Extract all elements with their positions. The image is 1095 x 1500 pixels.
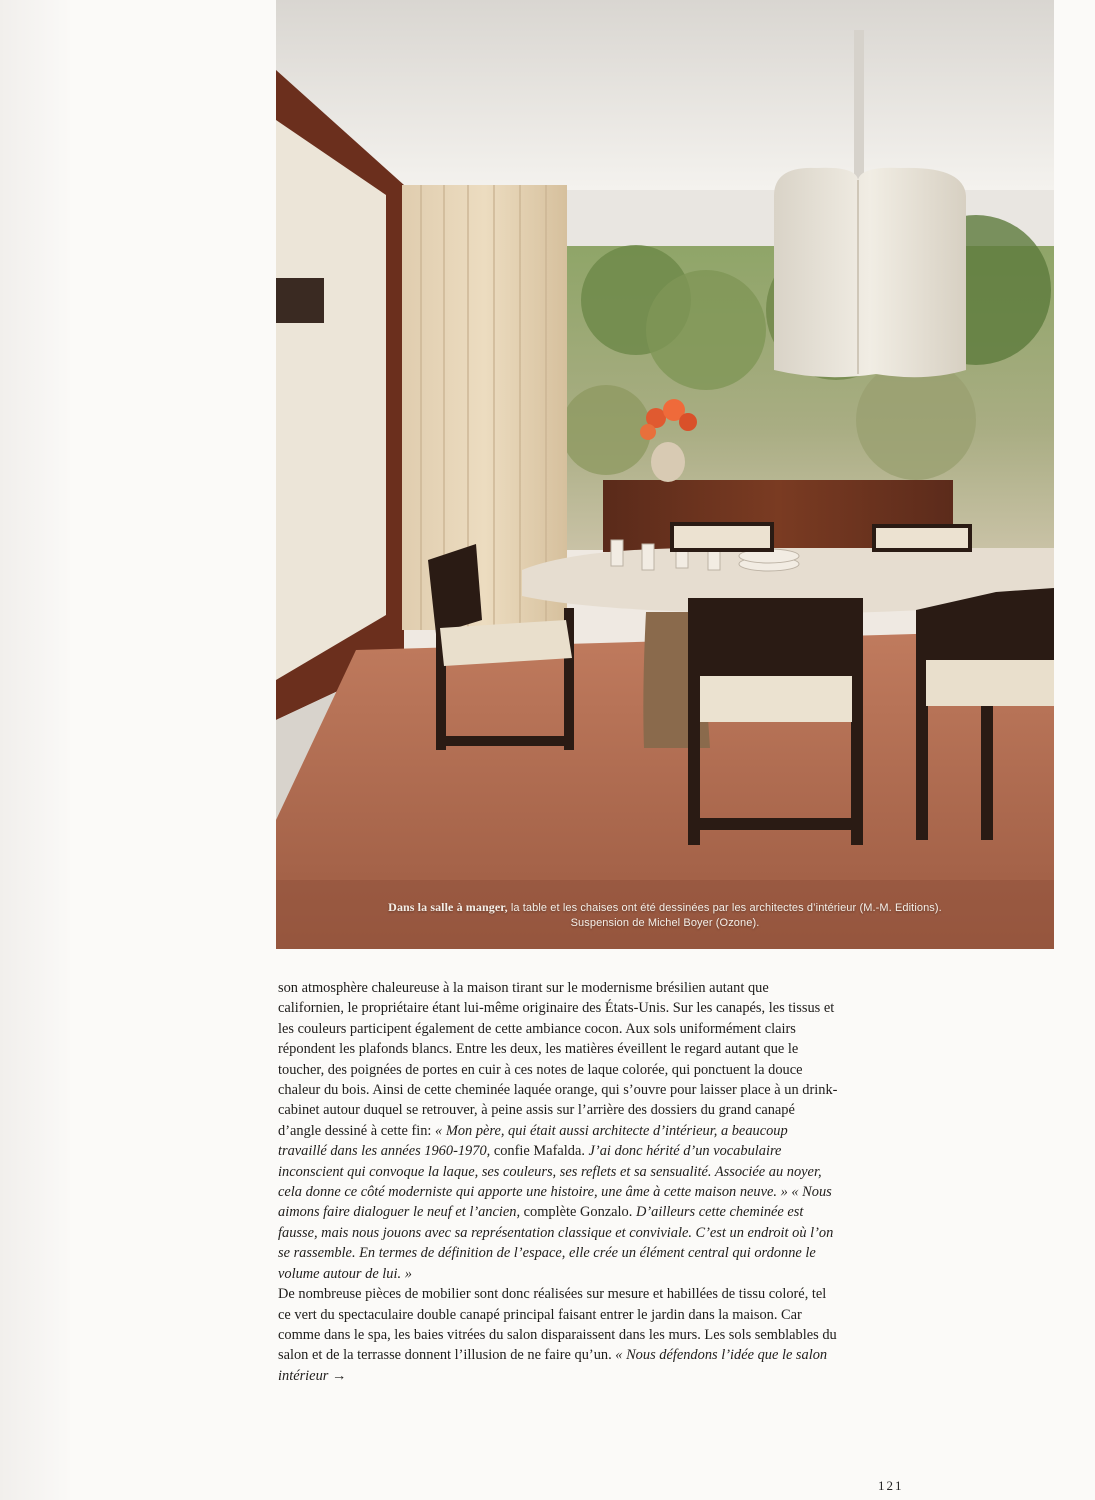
- dining-room-photo: [276, 0, 1054, 949]
- quote-run: « Mon père, qui était aussi architecte d’intérieur, a beaucoup travaillé dans les années 1960-1970,: [278, 1122, 788, 1160]
- page-number: 121: [878, 1478, 904, 1493]
- text-run: complète Gonzalo.: [520, 1204, 636, 1221]
- continue-arrow: →: [328, 1367, 347, 1384]
- page-gutter: [0, 0, 70, 1500]
- caption-line-1: [276, 900, 1054, 916]
- quote-run: D’ailleurs cette cheminée est fausse, mais nous jouons avec sa représentation classique et conviviale. C’est un endroit où l’on se rassemble. En termes de définition de l’espace, elle crée un élément central qui ordonne le volume autour de lui. »: [278, 1204, 834, 1282]
- photo-caption: [276, 900, 1054, 931]
- caption-line-2: Suspension de Michel Boyer (Ozone).: [570, 917, 760, 929]
- caption-text: la table et les chaises ont été dessinées par les architectes d’intérieur (M.-M. Editions).: [507, 902, 942, 914]
- dining-room-illustration: [276, 0, 1054, 949]
- caption-lead: Dans la salle à manger,: [388, 900, 508, 914]
- text-run: De nombreuse pièces de mobilier sont donc réalisées sur mesure et habillées de tissu coloré, tel ce vert du spectaculaire double canapé principal faisant entrer le jardin dans la maison. Car comme dans le spa, les baies vitrées du salon disparaissent dans les murs. Les sols semblables du salon et de la terrasse donnent l’illusion de ne faire qu’un.: [278, 1286, 837, 1364]
- article-paragraph-2: [278, 1284, 838, 1386]
- quote-run: J’ai donc hérité d’un vocabulaire inconscient qui convoque la laque, ses couleurs, ses reflets et sa sensualité. Associée au noyer, cela donne ce côté moderniste qui apporte une histoire, une âme à cette maison neuve. » « Nous aimons faire dialoguer le neuf et l’ancien,: [278, 1143, 832, 1221]
- text-run: son atmosphère chaleureuse à la maison tirant sur le modernisme brésilien autant que californien, le propriétaire étant lui-même originaire des États-Unis. Sur les canapés, les tissus et les couleurs participent également de cette ambiance cocon. Aux sols uniformément clairs répondent les plafonds blancs. Entre les deux, les matières éveillent le regard autant que le toucher, des poignées de portes en cuir à ces notes de laque colorée, qui ponctuent la douce chaleur du bois. Ainsi de cette cheminée laquée orange, qui s’ouvre pour laisser place à un drink-cabinet autour duquel se retrouver, à peine assis sur l’arrière des dossiers du grand canapé d’angle dessiné à cette fin:: [278, 980, 838, 1139]
- article-body: [278, 978, 838, 1386]
- article-paragraph-1: [278, 978, 838, 1284]
- text-run: confie Mafalda.: [490, 1143, 589, 1160]
- quote-run: « Nous défendons l’idée que le salon intérieur: [278, 1347, 828, 1384]
